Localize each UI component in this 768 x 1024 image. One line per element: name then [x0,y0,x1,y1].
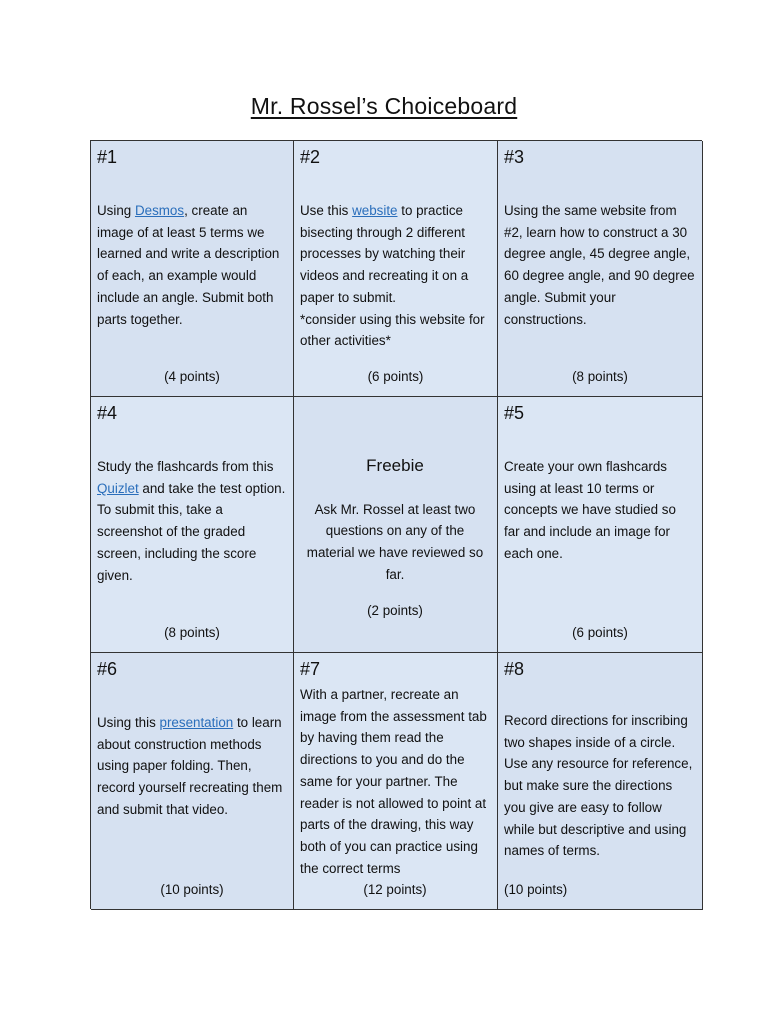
choice-points: (12 points) [363,882,427,898]
choice-number: #2 [300,147,321,167]
presentation-link[interactable]: presentation [159,715,234,730]
choice-note: *consider using this website for other activities* [300,311,485,349]
description-text: Study the flashcards from this [97,459,274,474]
choice-description [300,200,490,309]
description-text: Using this [97,715,160,730]
description-text: , create an image of at least 5 terms we learned and write a description of each, an example would include an angle. Submit both parts together. [97,203,280,327]
freebie-description: Ask Mr. Rossel at least two questions on any of the material we have reviewed so far. [306,501,484,582]
description-text: to practice bisecting through 2 different processes by watching their videos and recreating it on a paper to submit. [300,203,469,305]
desmos-link[interactable]: Desmos [134,203,185,218]
choice-points: (8 points) [572,369,628,385]
choice-points: (6 points) [367,369,424,385]
choice-number: #4 [97,403,118,423]
choice-description: With a partner, recreate an image from the assessment tab by having them read the directions to you and do the same for your partner. The reader is not allowed to point at parts of the drawing, this way both of you can practice using the correct terms [300,687,487,876]
choice-description: Using the same website from #2, learn how to construct a 30 degree angle, 45 degree angle, 60 degree angle, and 90 degree angle. Submit your constructions. [504,203,695,327]
choice-points: (2 points) [367,602,423,618]
choice-cell-4 [91,397,294,653]
description-text: to learn about construction methods using paper folding. Then, record yourself recreating them and submit that video. [97,715,283,817]
description-text: and take the test option. To submit this, take a screenshot of the graded screen, including the score given. [97,480,286,583]
choice-cell-1 [91,141,294,397]
choice-cell-freebie [294,397,498,653]
choice-cell-6 [91,653,294,910]
choice-description [97,456,286,586]
choice-description [97,200,286,330]
quizlet-link[interactable]: Quizlet [97,480,139,496]
choice-number: #3 [504,147,525,167]
choice-points: (4 points) [164,369,220,385]
choice-cell-2 [294,141,498,397]
website-link[interactable]: website [352,203,398,218]
choice-points: (10 points) [504,882,568,898]
choice-points: (8 points) [164,625,220,641]
choice-number: #7 [300,659,321,679]
choice-cell-7 [294,653,498,910]
choiceboard-grid [90,140,702,909]
choice-number: #1 [97,147,118,167]
description-text: Use this [300,203,353,218]
choice-description: Create your own flashcards using at least 10 terms or concepts we have studied so far and include an image for each one. [504,459,676,561]
choice-number: #8 [504,659,525,679]
choice-cell-8 [498,653,703,910]
choice-points: (10 points) [160,882,224,898]
choice-cell-3 [498,141,703,397]
freebie-title: Freebie [366,456,424,475]
choice-number: #5 [504,403,525,423]
choice-points: (6 points) [572,625,628,641]
page-title: Mr. Rossel’s Choiceboard [250,93,518,119]
description-text: Using [97,203,135,218]
choice-cell-5 [498,397,703,653]
choice-number: #6 [97,659,118,679]
choice-description: Record directions for inscribing two shapes inside of a circle. Use any resource for reference, but make sure the directions you give are easy to follow while but descriptive and using names of terms. [504,713,693,859]
choice-description [97,712,286,821]
